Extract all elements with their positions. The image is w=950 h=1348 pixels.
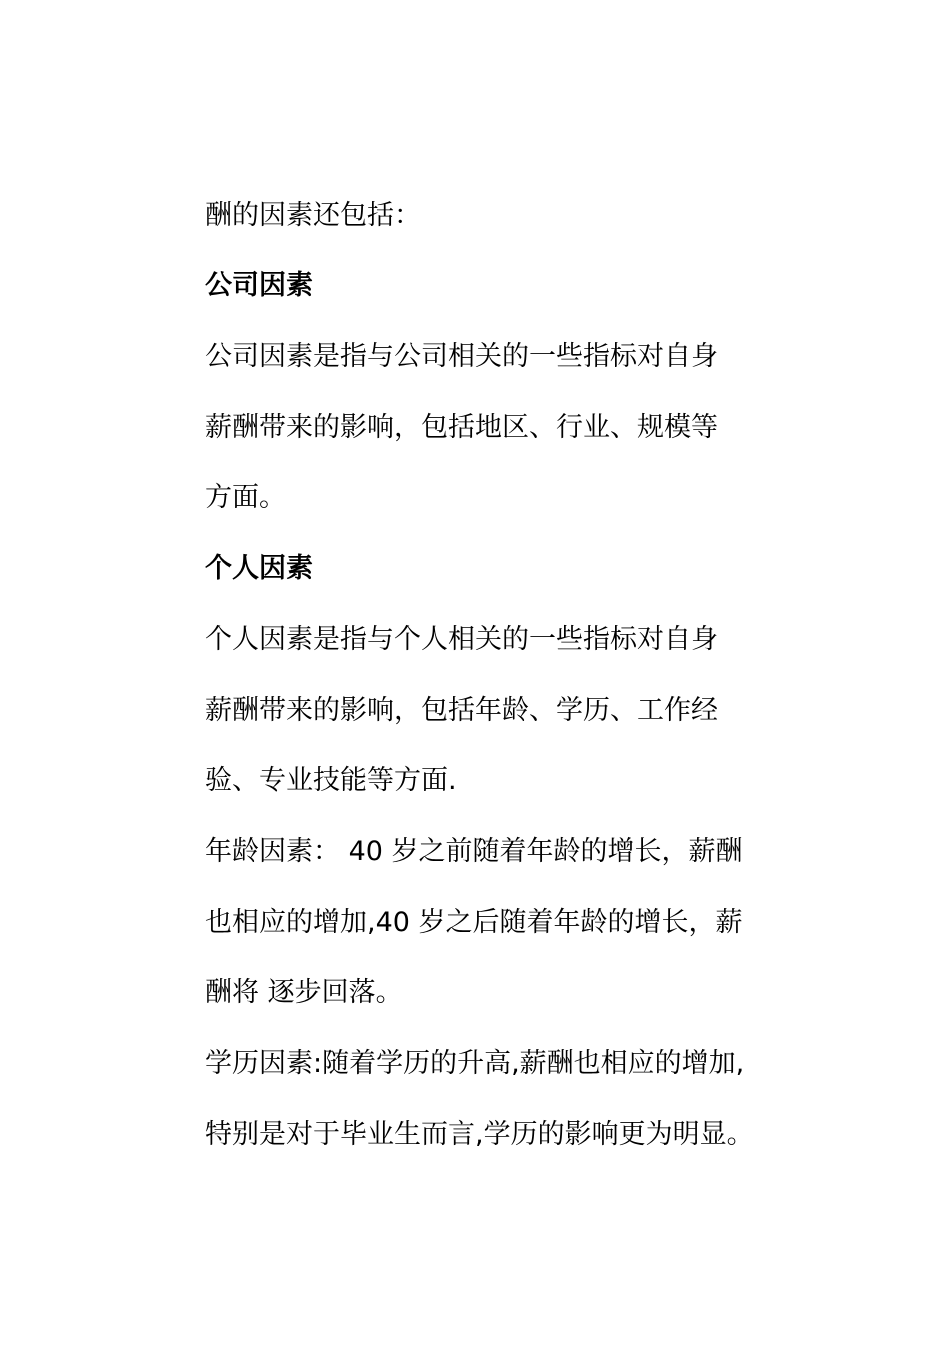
paragraph-line-age-2: 也相应的增加,40 岁之后随着年龄的增长，薪 xyxy=(205,907,743,938)
paragraph-line-personal-1: 个人因素是指与个人相关的一些指标对自身 xyxy=(205,624,718,655)
paragraph-line-intro: 酬的因素还包括： xyxy=(205,200,421,231)
paragraph-line-education-1: 学历因素:随着学历的升高,薪酬也相应的增加, xyxy=(205,1048,745,1079)
paragraph-line-personal-2: 薪酬带来的影响，包括年龄、学历、工作经 xyxy=(205,695,718,726)
heading-personal-factors: 个人因素 xyxy=(205,553,313,584)
paragraph-line-age-3: 酬将 逐步回落。 xyxy=(205,977,403,1008)
paragraph-line-education-2: 特别是对于毕业生而言,学历的影响更为明显。 xyxy=(205,1119,754,1150)
paragraph-line-company-2: 薪酬带来的影响，包括地区、行业、规模等 xyxy=(205,412,718,443)
paragraph-line-age-1: 年龄因素： 40 岁之前随着年龄的增长，薪酬 xyxy=(205,836,743,867)
paragraph-line-company-3: 方面。 xyxy=(205,482,286,513)
paragraph-line-personal-3: 验、专业技能等方面. xyxy=(205,765,457,796)
paragraph-line-company-1: 公司因素是指与公司相关的一些指标对自身 xyxy=(205,341,718,372)
heading-company-factors: 公司因素 xyxy=(205,270,313,301)
